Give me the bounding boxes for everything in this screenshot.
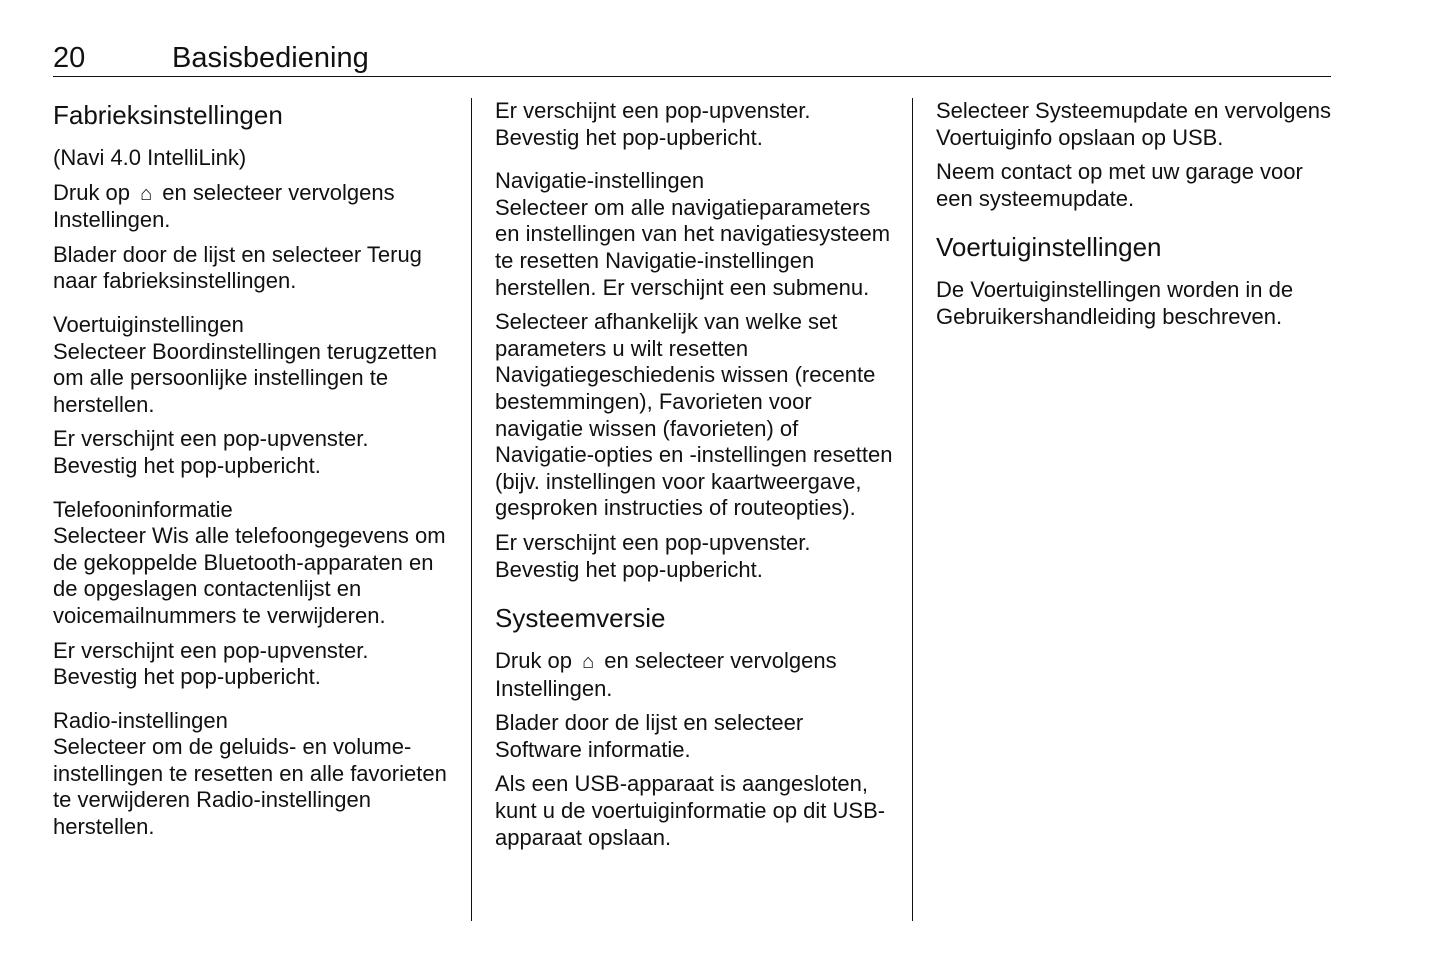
paragraph: Selecteer Boordinstellingen terugzetten om alle persoonlijke instellingen te herstellen. — [53, 338, 438, 417]
section-heading-factory-settings: Fabrieksinstellingen — [53, 100, 283, 130]
subsection-navigation-settings — [495, 168, 895, 301]
paragraph: Blader door de lijst en selecteer Software informatie. — [495, 710, 804, 762]
column-right — [936, 98, 1336, 339]
paragraph: Er verschijnt een pop-upvenster. Bevestig het pop-upbericht. — [495, 98, 811, 150]
subsection-title: Telefooninformatie — [53, 496, 233, 522]
subsection-phone-info — [53, 497, 453, 691]
section-heading-system-version: Systeemversie — [495, 603, 666, 634]
paragraph: Selecteer om de geluids- en volume-instellingen te resetten en alle favorieten te verwijderen Radio-instellingen herstellen. — [53, 734, 447, 840]
paragraph: Druk op ⌂ en selecteer vervolgens Instellingen. — [495, 648, 837, 701]
column-left — [53, 98, 453, 849]
subsection-title: Navigatie-instellingen — [495, 168, 705, 194]
paragraph: Selecteer afhankelijk van welke set parameters u wilt resetten Navigatiegeschiedenis wissen (recente bestemmingen), Favorieten voor navigatie wissen (favorieten) of Navigatie-opties en -instellingen resetten (bijv. instellingen voor kaartweergave, gesproken instructies of routeopties). — [495, 309, 893, 521]
subsection-title: Voertuiginstellingen — [53, 311, 244, 337]
subsection-vehicle-settings — [53, 312, 453, 480]
column-divider — [471, 98, 472, 921]
chapter-title: Basisbediening — [172, 42, 369, 74]
paragraph: Selecteer om alle navigatieparameters en instellingen van het navigatiesysteem te resetten Navigatie-instellingen herstellen. Er verschijnt een submenu. — [495, 194, 891, 300]
column-divider — [912, 98, 913, 921]
paragraph: Neem contact op met uw garage voor een systeemupdate. — [936, 159, 1303, 211]
subsection-radio-settings — [53, 708, 453, 841]
paragraph: De Voertuiginstellingen worden in de Gebruikershandleiding beschreven. — [936, 277, 1294, 329]
subsection-title: Radio-instellingen — [53, 707, 228, 733]
paragraph: Er verschijnt een pop-upvenster. Bevestig het pop-upbericht. — [495, 529, 811, 582]
column-middle — [495, 98, 895, 859]
page-header — [53, 40, 1331, 77]
paragraph: Selecteer Systeemupdate en vervolgens Voertuiginfo opslaan op USB. — [936, 98, 1332, 150]
home-icon: ⌂ — [140, 182, 153, 205]
paragraph: Druk op ⌂ en selecteer vervolgens Instellingen. — [53, 179, 395, 233]
page-number: 20 — [53, 42, 86, 74]
home-icon: ⌂ — [582, 651, 595, 674]
section-heading-vehicle-settings: Voertuiginstellingen — [936, 232, 1162, 263]
paragraph: Selecteer Wis alle telefoongegevens om de gekoppelde Bluetooth-apparaten en de opgeslagen contactenlijst en voicemailnummers te verwijderen. — [53, 523, 446, 628]
paragraph: Er verschijnt een pop-upvenster. Bevestig het pop-upbericht. — [53, 637, 369, 690]
paragraph: (Navi 4.0 IntelliLink) — [53, 145, 247, 170]
paragraph: Blader door de lijst en selecteer Terug naar fabrieksinstellingen. — [53, 241, 422, 294]
paragraph: Er verschijnt een pop-upvenster. Bevestig het pop-upbericht. — [53, 426, 369, 478]
paragraph: Als een USB-apparaat is aangesloten, kunt u de voertuiginformatie op dit USB-apparaat opslaan. — [495, 771, 886, 850]
